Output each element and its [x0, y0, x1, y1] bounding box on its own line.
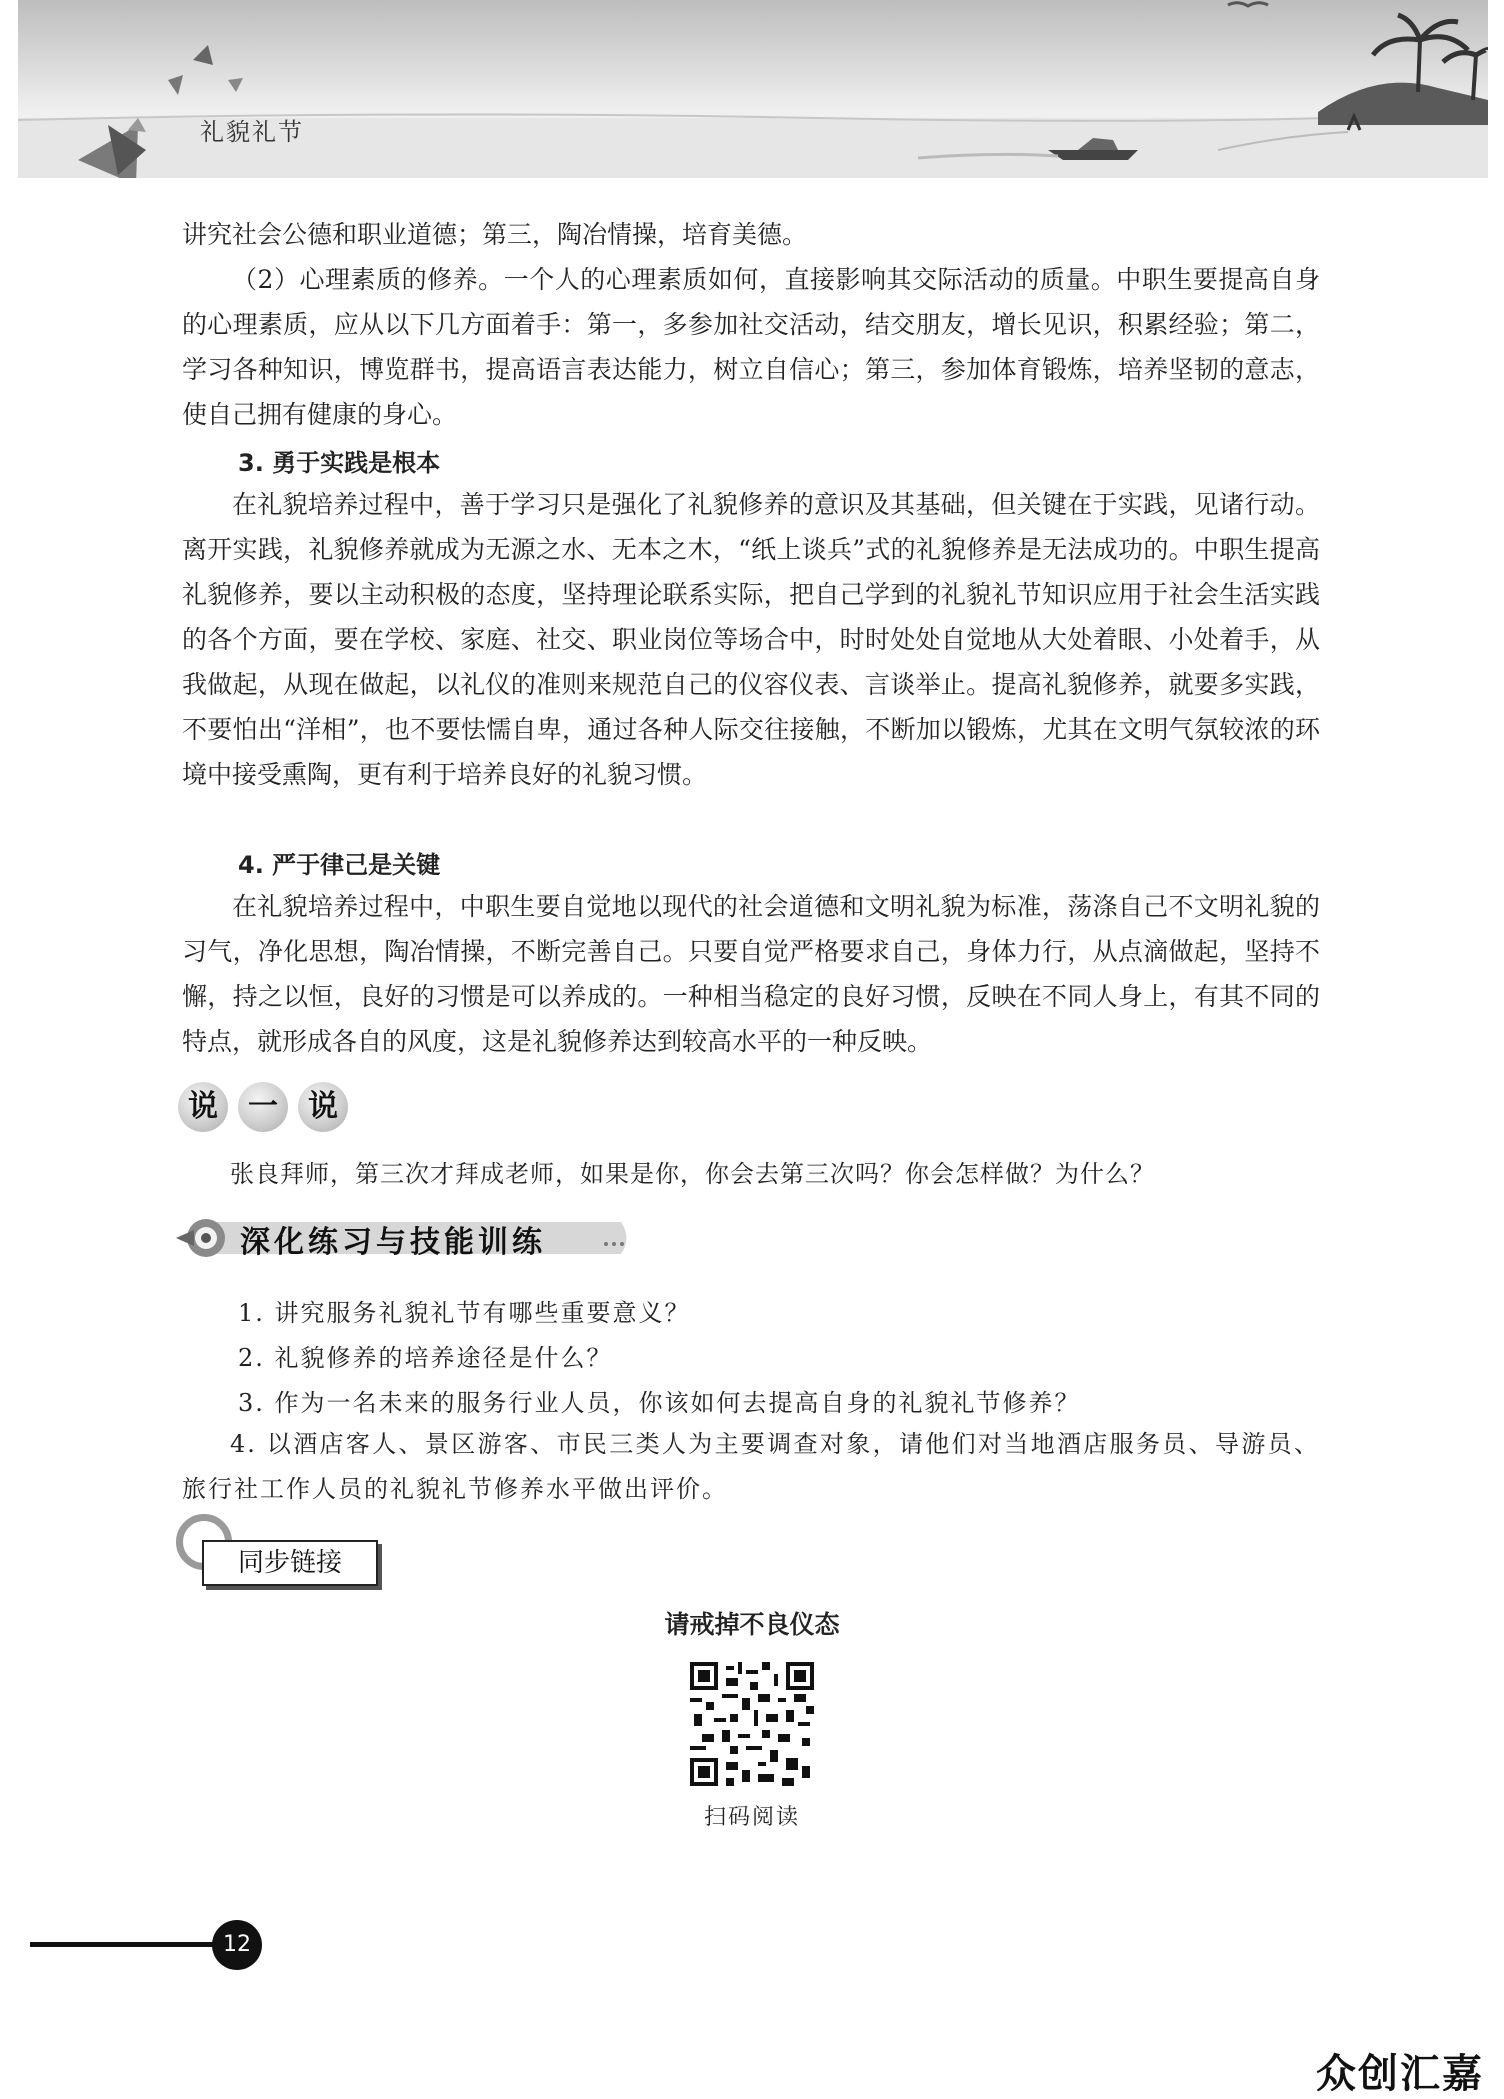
paragraph-practice: 在礼貌培养过程中，善于学习只是强化了礼貌修养的意识及其基础，但关键在于实践，见诸行动。离开实践，礼貌修养就成为无源之水、无本之木，“纸上谈兵”式的礼貌修养是无法成功的。中职生提高礼貌修养，要以主动积极的态度，坚持理论联系实际，把自己学到的礼貌礼节知识应用于社会生活实践的各个方面，要在学校、家庭、社交、职业岗位等场合中，时时处处自觉地从大处着眼、小处着手，从我做起，从现在做起，以礼仪的准则来规范自己的仪容仪表、言谈举止。提高礼貌修养，就要多实践，不要怕出“洋相”，也不要怯懦自卑，通过各种人际交往接触，不断加以锻炼，尤其在文明气氛较浓的环境中接受熏陶，更有利于培养良好的礼貌习惯。 [182, 490, 1320, 789]
watermark-text: 众创汇嘉 [1316, 2051, 1484, 2097]
paragraph-self-discipline: 在礼貌培养过程中，中职生要自觉地以现代的社会道德和文明礼貌为标准，荡涤自己不文明礼貌的习气，净化思想，陶冶情操，不断完善自己。只要自觉严格要求自己，身体力行，从点滴做起，坚持不懈，持之以恒，良好的习惯是可以养成的。一种相当稳定的良好习惯，反映在不同人身上，有其不同的特点，就形成各自的风度，这是礼貌修养达到较高水平的一种反映。 [182, 892, 1320, 1056]
qr-code-icon[interactable] [690, 1662, 814, 1786]
practice-question-2: 2. 礼貌修养的培养途径是什么？ [238, 1344, 613, 1372]
page-number: 12 [212, 1920, 262, 1970]
paragraph-continued: 讲究社会公德和职业道德；第三，陶冶情操，培育美德。 [182, 220, 808, 249]
sync-link-title: 请戒掉不良仪态 [664, 1610, 840, 1639]
footer-rule [30, 1942, 220, 1947]
header-banner [18, 0, 1488, 178]
qr-caption: 扫码阅读 [703, 1805, 800, 1830]
discuss-prompt: 张良拜师，第三次才拜成老师，如果是你，你会去第三次吗？你会怎样做？为什么？ [230, 1160, 1155, 1188]
paragraph-psychological-quality: （2）心理素质的修养。一个人的心理素质如何，直接影响其交际活动的质量。中职生要提高自身的心理素质，应从以下几方面着手：第一，多参加社交活动，结交朋友，增长见识，积累经验；第二，学习各种知识，博览群书，提高语言表达能力，树立自信心；第三，参加体育锻炼，培养坚韧的意志，使自己拥有健康的身心。 [182, 265, 1320, 429]
practice-question-3: 3. 作为一名未来的服务行业人员，你该如何去提高自身的礼貌礼节修养？ [238, 1389, 1081, 1417]
seascape-illustration [18, 0, 1488, 178]
running-title: 礼貌礼节 [200, 118, 304, 146]
practice-question-4: 4. 以酒店客人、景区游客、市民三类人为主要调查对象，请他们对当地酒店服务员、导游员、旅行社工作人员的礼貌礼节修养水平做出评价。 [182, 1430, 1320, 1503]
section-heading-practice: 3. 勇于实践是根本 [238, 449, 441, 477]
practice-question-1: 1. 讲究服务礼貌礼节有哪些重要意义？ [238, 1299, 691, 1327]
section-heading-self-discipline: 4. 严于律己是关键 [238, 851, 441, 879]
sync-link-label: 同步链接 [202, 1540, 378, 1586]
discuss-bubble-1: 说 [178, 1082, 228, 1132]
discuss-bubble-3: 说 [298, 1082, 348, 1132]
discuss-bubble-2: 一 [238, 1082, 288, 1132]
practice-section-title: 深化练习与技能训练 [240, 1225, 546, 1260]
